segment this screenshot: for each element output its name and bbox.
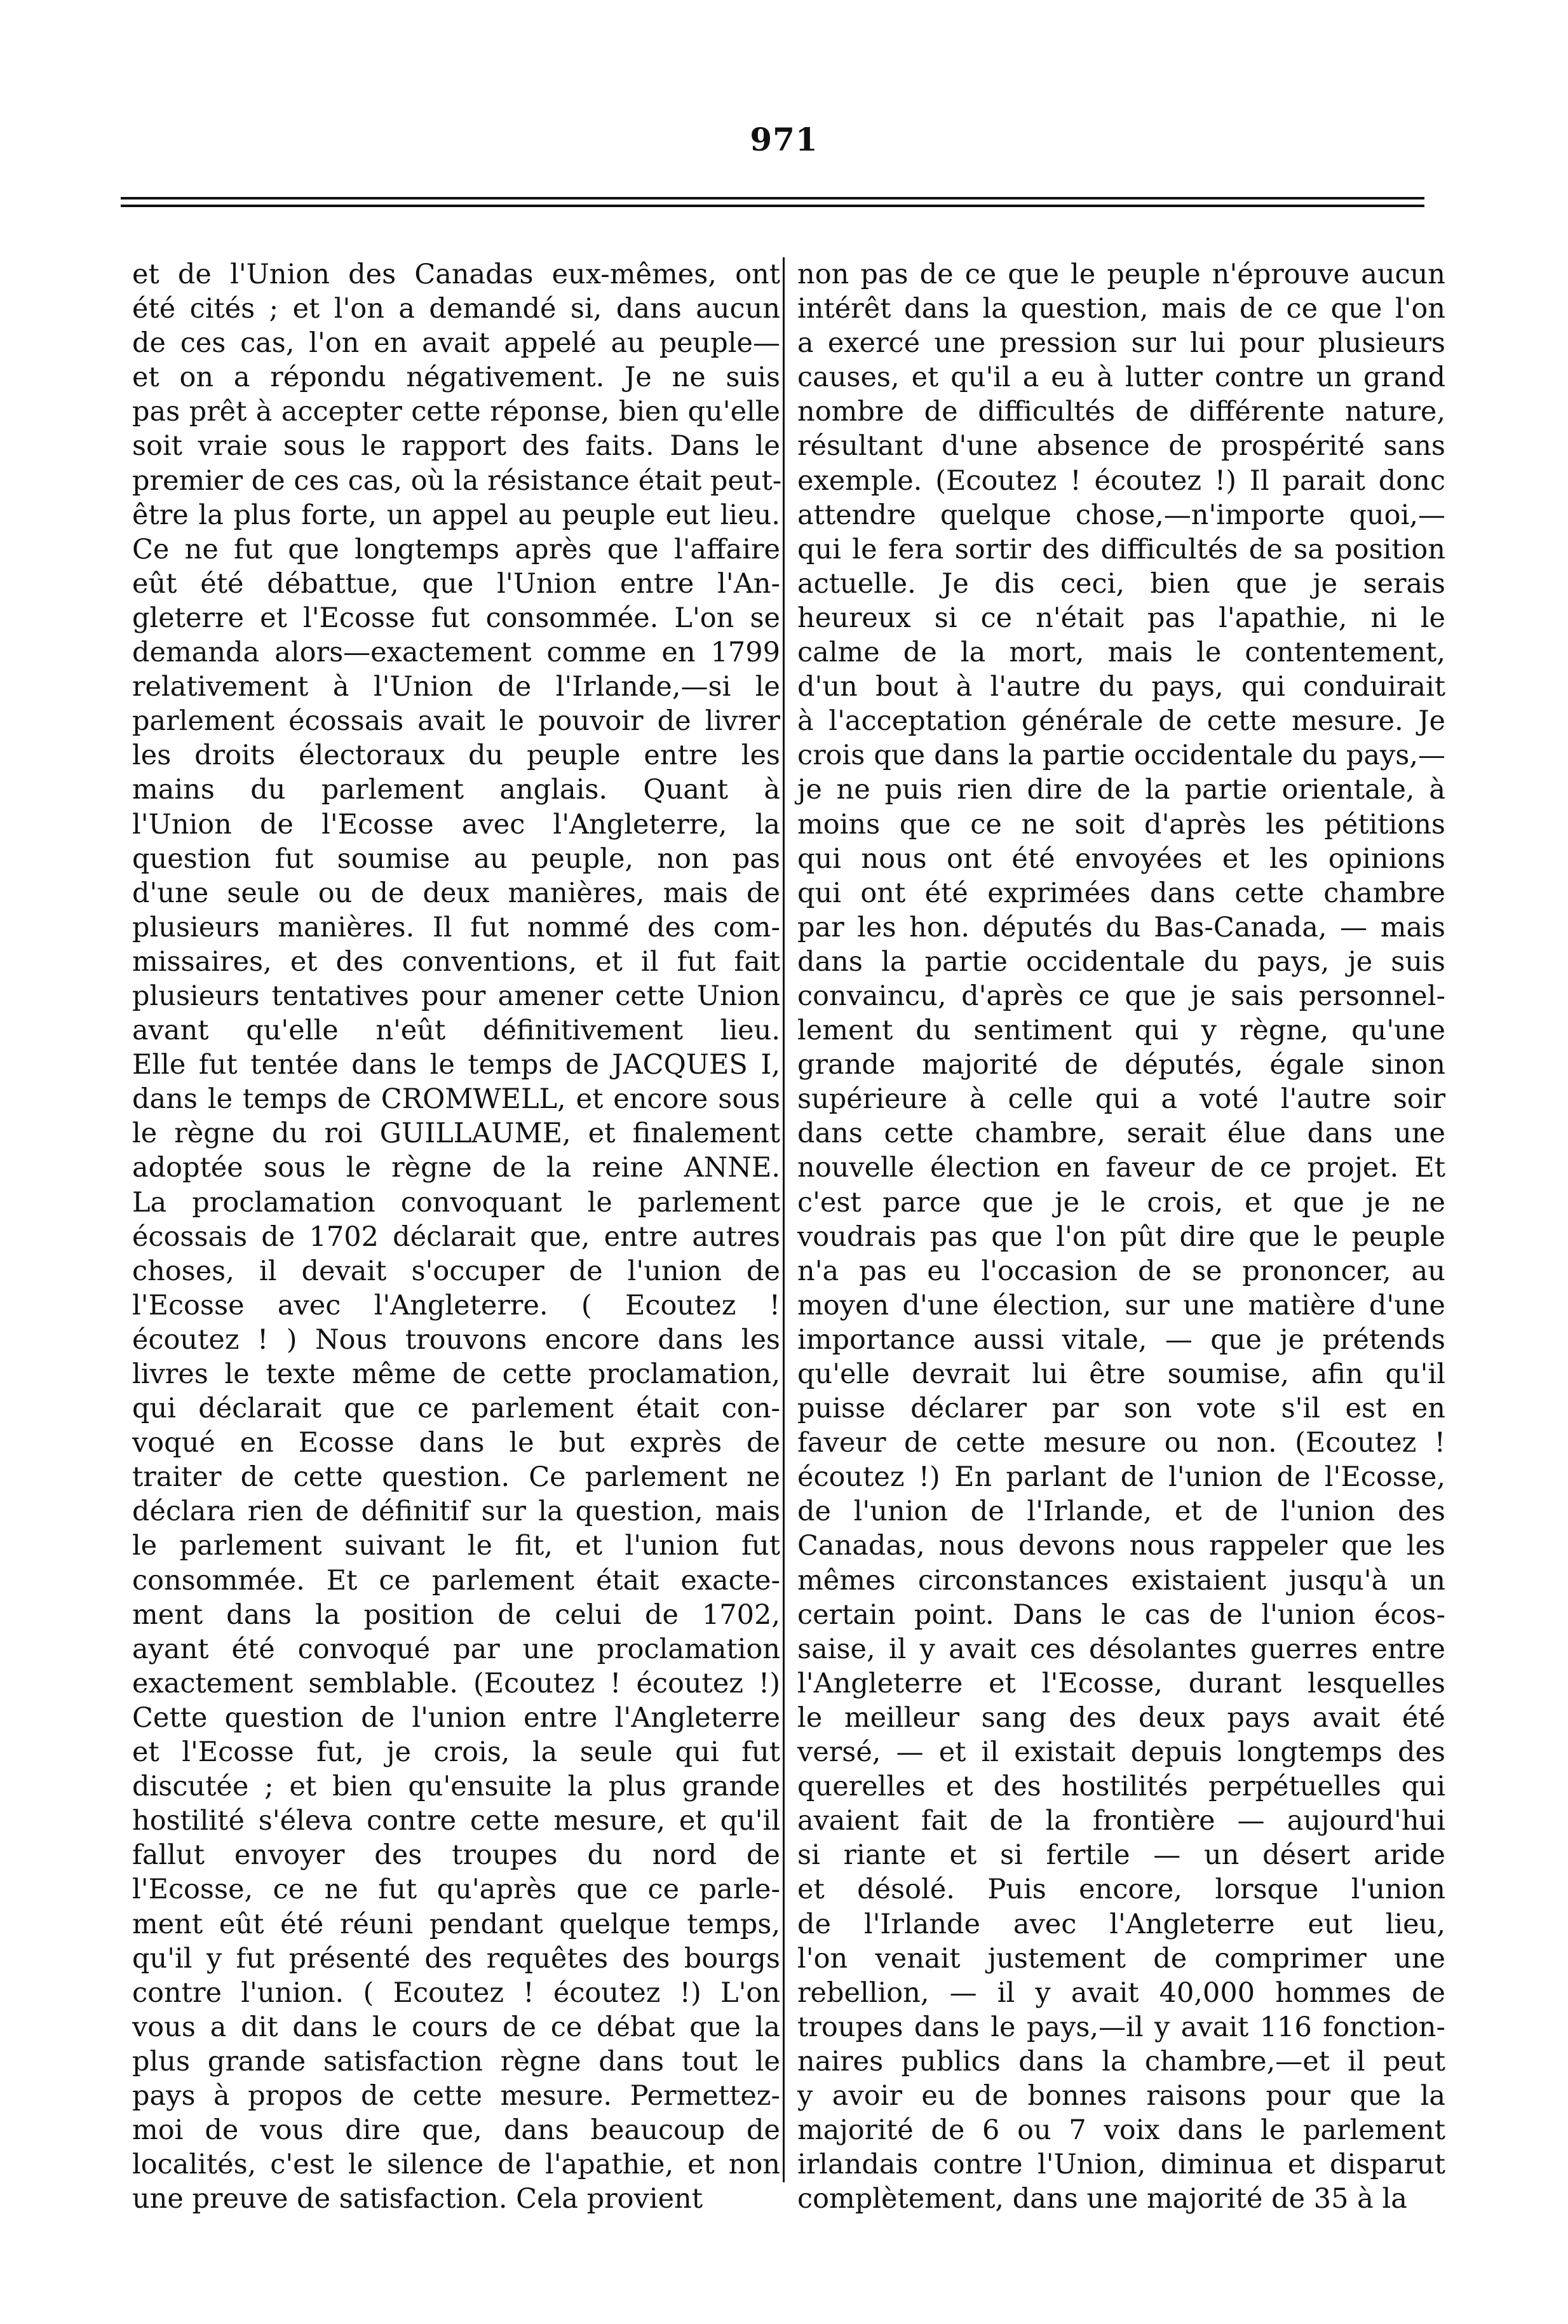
right-column-line: qu'elle devrait lui être soumise, afin qu'il xyxy=(797,1358,1445,1390)
left-column-line: plusieurs tentatives pour amener cette Union xyxy=(132,980,780,1012)
left-column-line: missaires, et des conventions, et il fut fait xyxy=(132,945,780,978)
right-column-line: nouvelle élection en faveur de ce projet. Et xyxy=(797,1152,1445,1184)
right-column-line: faveur de cette mesure ou non. (Ecoutez ! xyxy=(797,1427,1445,1459)
left-column-line: contre l'union. ( Ecoutez ! écoutez !) L'on xyxy=(132,1976,780,2009)
right-column-line: a exercé une pression sur lui pour plusieurs xyxy=(797,327,1445,360)
header-rule xyxy=(121,197,1424,199)
left-column-line: question fut soumise au peuple, non pas xyxy=(132,842,780,875)
right-column-line: calme de la mort, mais le contentement, xyxy=(797,637,1445,669)
left-column-line: qui déclarait que ce parlement était con- xyxy=(132,1393,780,1425)
left-column-line: gleterre et l'Ecosse fut consommée. L'on se xyxy=(132,602,780,634)
left-column-line: exactement semblable. (Ecoutez ! écoutez !) xyxy=(132,1667,780,1699)
right-column-line: qui nous ont été envoyées et les opinions xyxy=(797,842,1445,875)
right-column-line: si riante et si fertile — un désert aride xyxy=(797,1839,1445,1872)
left-column-line: relativement à l'Union de l'Irlande,—si le xyxy=(132,671,780,703)
right-column-line: crois que dans la partie occidentale du pays,— xyxy=(797,740,1445,772)
left-column xyxy=(132,257,780,2216)
left-column-line: premier de ces cas, où la résistance était peut- xyxy=(132,464,782,497)
left-column-line: dans le temps de CROMWELL, et encore sous xyxy=(132,1083,780,1116)
left-column-line: une preuve de satisfaction. Cela provient xyxy=(132,2183,703,2215)
right-column-line: voudrais pas que l'on pût dire que le peuple xyxy=(797,1220,1445,1253)
left-column-line: plus grande satisfaction règne dans tout le xyxy=(132,2045,780,2077)
left-column-line: les droits électoraux du peuple entre les xyxy=(132,740,780,772)
left-column-line: et de l'Union des Canadas eux-mêmes, ont xyxy=(132,259,780,290)
left-column-line: vous a dit dans le cours de ce débat que la xyxy=(132,2011,780,2043)
left-column-line: et l'Ecosse fut, je crois, la seule qui fut xyxy=(132,1736,780,1769)
right-column-line: l'on venait justement de comprimer une xyxy=(797,1942,1445,1975)
left-column-line: mains du parlement anglais. Quant à xyxy=(132,774,780,806)
right-column-line: complètement, dans une majorité de 35 à la xyxy=(797,2183,1407,2215)
left-column-line: hostilité s'éleva contre cette mesure, et qu'il xyxy=(132,1805,780,1837)
left-column-line: Ce ne fut que longtemps après que l'affaire xyxy=(132,533,780,565)
left-column-line: voqué en Ecosse dans le but exprès de xyxy=(132,1427,780,1459)
right-column-line: par les hon. députés du Bas-Canada, — mais xyxy=(797,911,1445,943)
header-rule-double xyxy=(121,205,1424,207)
right-column-line: à l'acceptation générale de cette mesure. Je xyxy=(797,705,1445,738)
right-column-line: de l'union de l'Irlande, et de l'union des xyxy=(797,1496,1445,1528)
right-column-line: certain point. Dans le cas de l'union écos- xyxy=(797,1598,1445,1631)
right-column-line: n'a pas eu l'occasion de se prononcer, au xyxy=(797,1255,1445,1287)
left-column-line: plusieurs manières. Il fut nommé des com- xyxy=(132,911,780,943)
column-divider xyxy=(783,257,785,2182)
left-column-line: eût été débattue, que l'Union entre l'An- xyxy=(132,567,780,600)
right-column-line: importance aussi vitale, — que je prétends xyxy=(797,1323,1445,1356)
right-column-line: versé, — et il existait depuis longtemps des xyxy=(797,1736,1445,1769)
right-column-line: troupes dans le pays,—il y avait 116 fonction- xyxy=(797,2011,1445,2043)
right-column-line: qui le fera sortir des difficultés de sa position xyxy=(797,533,1445,565)
left-column-line: l'Union de l'Ecosse avec l'Angleterre, la xyxy=(132,808,780,841)
right-column-line: dans cette chambre, serait élue dans une xyxy=(797,1118,1445,1150)
right-column-line: mêmes circonstances existaient jusqu'à un xyxy=(797,1564,1445,1597)
left-column-line: écoutez ! ) Nous trouvons encore dans les xyxy=(132,1323,780,1356)
left-column-line: parlement écossais avait le pouvoir de livrer xyxy=(132,705,780,738)
right-column-line: heureux si ce n'était pas l'apathie, ni le xyxy=(797,602,1445,634)
right-column-line: de l'Irlande avec l'Angleterre eut lieu, xyxy=(797,1908,1445,1940)
left-column-line: localités, c'est le silence de l'apathie, et non xyxy=(132,2149,780,2181)
left-column-line: l'Ecosse, ce ne fut qu'après que ce parle- xyxy=(132,1874,780,1906)
right-column-line: supérieure à celle qui a voté l'autre soir xyxy=(797,1083,1445,1116)
left-column-line: Cette question de l'union entre l'Angleterre xyxy=(132,1701,780,1734)
right-column-line: écoutez !) En parlant de l'union de l'Ecosse, xyxy=(797,1461,1445,1494)
left-column-line: demanda alors—exactement comme en 1799 xyxy=(132,637,780,669)
right-column-line: avaient fait de la frontière — aujourd'hui xyxy=(797,1805,1445,1837)
right-column-line: qui ont été exprimées dans cette chambre xyxy=(797,877,1445,909)
right-column-line: exemple. (Ecoutez ! écoutez !) Il parait donc xyxy=(797,464,1445,497)
left-column-line: discutée ; et bien qu'ensuite la plus grande xyxy=(132,1771,780,1803)
right-column-line: le meilleur sang des deux pays avait été xyxy=(797,1701,1445,1734)
right-column-line: causes, et qu'il a eu à lutter contre un grand xyxy=(797,361,1445,394)
page-number: 971 xyxy=(750,121,818,158)
right-column-line: d'un bout à l'autre du pays, qui conduirait xyxy=(797,671,1445,703)
right-column-line: attendre quelque chose,—n'importe quoi,— xyxy=(797,499,1445,531)
left-column-line: livres le texte même de cette proclamation, xyxy=(132,1358,780,1390)
right-column-line: résultant d'une absence de prospérité sans xyxy=(797,430,1445,463)
left-column-line: été cités ; et l'on a demandé si, dans aucun xyxy=(132,293,780,325)
left-column-line: d'une seule ou de deux manières, mais de xyxy=(132,877,780,909)
right-column-line: saise, il y avait ces désolantes guerres entre xyxy=(797,1633,1445,1665)
left-column-line: et on a répondu négativement. Je ne suis xyxy=(132,361,780,394)
right-column-line: Canadas, nous devons nous rappeler que les xyxy=(797,1530,1445,1562)
left-column-line: Elle fut tentée dans le temps de JACQUES I, xyxy=(132,1049,780,1081)
right-column-line: actuelle. Je dis ceci, bien que je serais xyxy=(797,567,1445,600)
left-column-line: de ces cas, l'on en avait appelé au peuple— xyxy=(132,327,780,360)
left-column-line: être la plus forte, un appel au peuple eut lieu. xyxy=(132,499,780,531)
right-column-line: lement du sentiment qui y règne, qu'une xyxy=(797,1015,1445,1047)
right-column-line: dans la partie occidentale du pays, je suis xyxy=(797,945,1445,978)
left-column-line: déclara rien de définitif sur la question, mais xyxy=(132,1496,780,1528)
right-column-line: majorité de 6 ou 7 voix dans le parlement xyxy=(797,2114,1445,2147)
right-column-line: convaincu, d'après ce que je sais personnel- xyxy=(797,980,1445,1012)
right-column-line: naires publics dans la chambre,—et il peut xyxy=(797,2045,1445,2077)
left-column-line: avant qu'elle n'eût définitivement lieu. xyxy=(132,1015,780,1047)
left-column-line: ment dans la position de celui de 1702, xyxy=(132,1598,780,1631)
right-column-line: moins que ce ne soit d'après les pétitions xyxy=(797,808,1445,841)
right-column-line: grande majorité de députés, égale sinon xyxy=(797,1049,1445,1081)
left-column-line: moi de vous dire que, dans beaucoup de xyxy=(132,2114,780,2147)
right-column-line: et désolé. Puis encore, lorsque l'union xyxy=(797,1874,1445,1906)
left-column-line: soit vraie sous le rapport des faits. Dans le xyxy=(132,430,780,463)
left-column-line: écossais de 1702 déclarait que, entre autres xyxy=(132,1220,780,1253)
left-column-line: pays à propos de cette mesure. Permettez- xyxy=(132,2079,780,2112)
left-column-line: l'Ecosse avec l'Angleterre. ( Ecoutez ! xyxy=(132,1289,780,1321)
right-column-line: nombre de difficultés de différente nature, xyxy=(797,396,1445,428)
left-column-line: ment eût été réuni pendant quelque temps, xyxy=(132,1908,780,1940)
right-column-line: l'Angleterre et l'Ecosse, durant lesquelles xyxy=(797,1667,1445,1699)
right-column-line: y avoir eu de bonnes raisons pour que la xyxy=(797,2079,1445,2112)
left-column-line: consommée. Et ce parlement était exacte- xyxy=(132,1564,780,1597)
left-column-line: pas prêt à accepter cette réponse, bien qu'elle xyxy=(132,396,780,428)
right-column-line: rebellion, — il y avait 40,000 hommes de xyxy=(797,1976,1445,2009)
right-column-line: je ne puis rien dire de la partie orientale, à xyxy=(797,774,1445,806)
right-column-line: c'est parce que je le crois, et que je ne xyxy=(797,1186,1445,1219)
right-column-line: puisse déclarer par son vote s'il est en xyxy=(797,1393,1445,1425)
right-column-line: moyen d'une élection, sur une matière d'une xyxy=(797,1289,1445,1321)
left-column-line: le parlement suivant le fit, et l'union fut xyxy=(132,1530,780,1562)
right-column-line: non pas de ce que le peuple n'éprouve aucun xyxy=(797,259,1445,290)
left-column-line: traiter de cette question. Ce parlement ne xyxy=(132,1461,780,1494)
left-column-line: le règne du roi GUILLAUME, et finalement xyxy=(132,1118,780,1150)
left-column-line: fallut envoyer des troupes du nord de xyxy=(132,1839,780,1872)
left-column-line: choses, il devait s'occuper de l'union de xyxy=(132,1255,780,1287)
left-column-line: ayant été convoqué par une proclamation xyxy=(132,1633,780,1665)
left-column-line: qu'il y fut présenté des requêtes des bourgs xyxy=(132,1942,780,1975)
right-column-line: querelles et des hostilités perpétuelles qui xyxy=(797,1771,1445,1803)
right-column-line: irlandais contre l'Union, diminua et disparut xyxy=(797,2149,1445,2181)
right-column-line: intérêt dans la question, mais de ce que l'on xyxy=(797,293,1445,325)
right-column xyxy=(797,257,1445,2216)
left-column-line: adoptée sous le règne de la reine ANNE. xyxy=(132,1152,780,1184)
left-column-line: La proclamation convoquant le parlement xyxy=(132,1186,780,1219)
